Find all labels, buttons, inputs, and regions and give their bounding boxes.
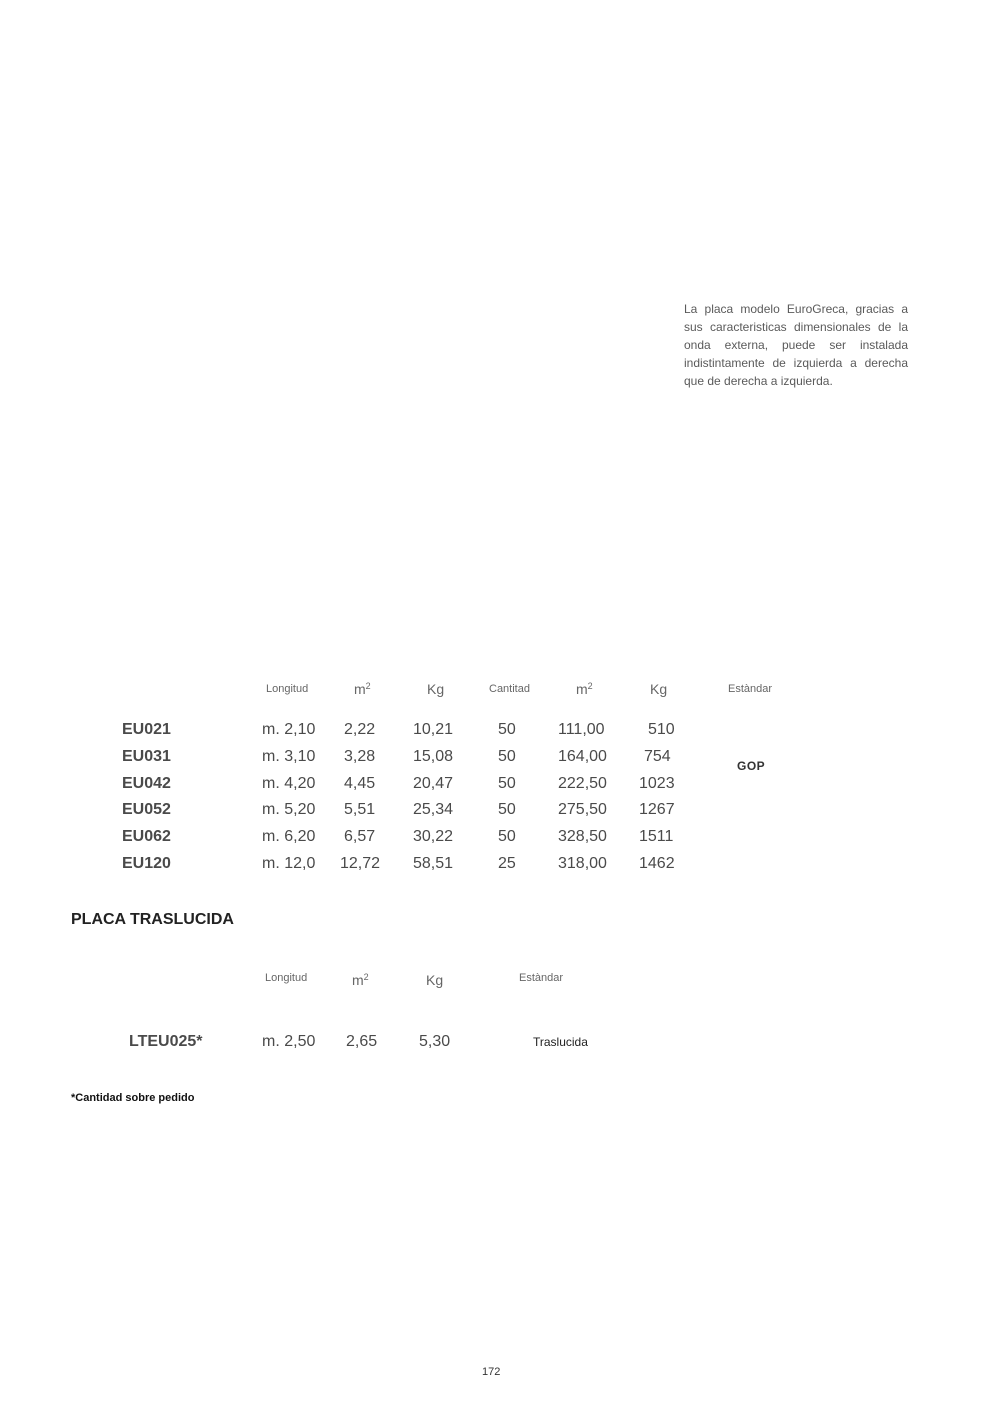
- row-m2: 5,51: [344, 801, 376, 818]
- row-standard: Traslucida: [533, 1035, 588, 1049]
- row-cantidad: 50: [498, 801, 516, 818]
- row-cantidad: 50: [498, 748, 516, 765]
- row-m2: 4,45: [344, 775, 376, 792]
- row-m2-total: 275,50: [558, 801, 607, 818]
- row-kg-total: 1267: [639, 801, 675, 818]
- row-longitud: m. 2,10: [262, 721, 316, 738]
- row-longitud: m. 12,0: [262, 855, 316, 872]
- row-kg-total: 510: [648, 721, 675, 738]
- header-longitud: Longitud: [265, 972, 308, 984]
- row-cantidad: 50: [498, 721, 516, 738]
- row-cantidad: 50: [498, 775, 516, 792]
- row-m2-total: 164,00: [558, 748, 607, 765]
- row-code: EU031: [122, 748, 171, 765]
- row-kg-total: 1023: [639, 775, 675, 792]
- row-kg-total: 1462: [639, 855, 675, 872]
- header-kg: Kg: [427, 681, 445, 697]
- row-kg: 25,34: [413, 801, 454, 818]
- row-kg: 10,21: [413, 721, 454, 738]
- header-m2-total: $m^2$: [576, 681, 593, 697]
- row-m2: 12,72: [340, 855, 381, 872]
- row-kg: 58,51: [413, 855, 454, 872]
- row-m2: 3,28: [344, 748, 376, 765]
- row-code: EU062: [122, 828, 171, 845]
- header-kg-total: Kg: [650, 681, 668, 697]
- row-longitud: m. 2,50: [262, 1033, 316, 1050]
- row-code: EU120: [122, 855, 171, 872]
- row-m2-total: 222,50: [558, 775, 607, 792]
- row-m2: 2,65: [346, 1033, 378, 1050]
- row-kg: 30,22: [413, 828, 454, 845]
- row-kg-total: 1511: [639, 828, 674, 845]
- product-description: La placa modelo EuroGreca, gracias a sus caracteristicas dimensionales de la onda externa, puede ser instalada indistintamente de izquierda a derecha que de derecha a izquierda.: [684, 302, 908, 388]
- row-m2-total: 318,00: [558, 855, 607, 872]
- row-cantidad: 25: [498, 855, 516, 872]
- row-m2: 2,22: [344, 721, 376, 738]
- row-code: EU021: [122, 721, 171, 738]
- row-kg: 15,08: [413, 748, 454, 765]
- header-cantidad: Cantitad: [489, 683, 530, 695]
- row-longitud: m. 4,20: [262, 775, 316, 792]
- row-longitud: m. 6,20: [262, 828, 316, 845]
- row-m2-total: 328,50: [558, 828, 607, 845]
- row-code: LTEU025*: [129, 1033, 203, 1050]
- row-kg: 20,47: [413, 775, 454, 792]
- row-m2-total: 111,00: [558, 721, 605, 738]
- header-longitud: Longitud: [266, 683, 309, 695]
- header-estandar: Estàndar: [728, 683, 773, 695]
- order-note: *Cantidad sobre pedido: [71, 1092, 195, 1104]
- row-kg-total: 754: [644, 748, 671, 765]
- header-m2: $m^2$: [352, 972, 369, 988]
- standard-value: GOP: [737, 759, 766, 773]
- row-code: EU042: [122, 775, 171, 792]
- page-number: 172: [482, 1366, 501, 1378]
- header-m2: $m^2$: [354, 681, 371, 697]
- section-title: PLACA TRASLUCIDA: [71, 911, 234, 928]
- header-kg: Kg: [426, 972, 444, 988]
- row-kg: 5,30: [419, 1033, 451, 1050]
- row-m2: 6,57: [344, 828, 376, 845]
- row-longitud: m. 5,20: [262, 801, 316, 818]
- row-code: EU052: [122, 801, 171, 818]
- row-longitud: m. 3,10: [262, 748, 316, 765]
- header-estandar: Estàndar: [519, 972, 564, 984]
- row-cantidad: 50: [498, 828, 516, 845]
